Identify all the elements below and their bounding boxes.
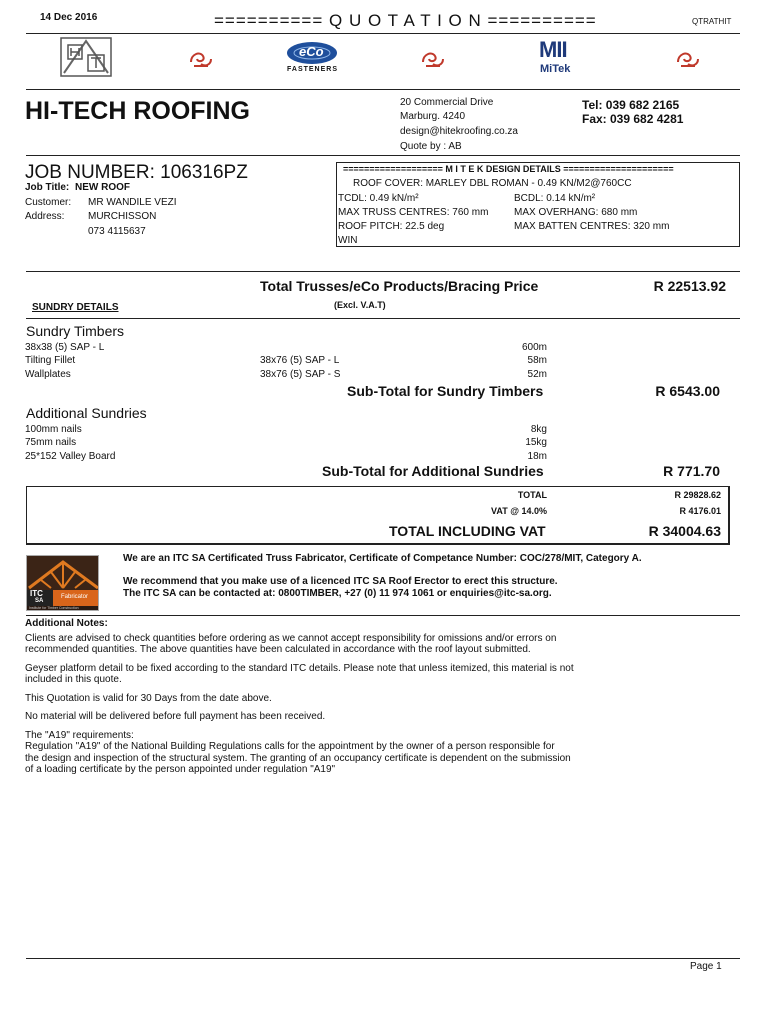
max-overhang: MAX OVERHANG: 680 mm bbox=[514, 207, 638, 218]
address-label: Address: bbox=[25, 211, 65, 222]
additional-sundries-heading: Additional Sundries bbox=[26, 405, 147, 421]
sundry-timbers-subtotal-label: Sub-Total for Sundry Timbers bbox=[347, 383, 544, 399]
list-item-qty: 52m bbox=[527, 369, 547, 380]
trusses-total-value: R 22513.92 bbox=[653, 278, 726, 294]
total-incl-vat-value: R 34004.63 bbox=[648, 523, 721, 539]
trusses-total-label: Total Trusses/eCo Products/Bracing Price bbox=[260, 278, 539, 294]
itc-logo-sa: SA bbox=[35, 598, 44, 604]
company-divider bbox=[26, 155, 740, 156]
fasteners-text: FASTENERS bbox=[287, 66, 339, 73]
additional-notes bbox=[25, 618, 574, 776]
document-code: QTRATHIT bbox=[692, 17, 732, 26]
note-a19-heading: The "A19" requirements: bbox=[25, 729, 134, 741]
tcdl: TCDL: 0.49 kN/m² bbox=[338, 193, 419, 204]
company-address-1: 20 Commercial Drive bbox=[400, 97, 494, 108]
total-label: TOTAL bbox=[517, 490, 547, 500]
mitek-design-box bbox=[336, 162, 740, 247]
note-quantities-2: recommended quantities. The above quantities have been calculated in accordance with the roof layout submitted. bbox=[25, 644, 531, 655]
list-item-name: Wallplates bbox=[25, 369, 71, 380]
max-batten-centres: MAX BATTEN CENTRES: 320 mm bbox=[514, 221, 670, 232]
itc-recommend-text: We recommend that you make use of a licenced ITC SA Roof Erector to erect this structure. bbox=[123, 576, 558, 587]
roof-pitch: ROOF PITCH: 22.5 deg bbox=[338, 221, 445, 232]
excl-vat-note: (Excl. V.A.T) bbox=[334, 300, 386, 310]
document-title: ========== Q U O T A T I O N ========== bbox=[214, 11, 597, 30]
list-item-name: 75mm nails bbox=[25, 437, 77, 448]
itc-certificate-text: We are an ITC SA Certificated Truss Fabricator, Certificate of Competance Number: COC/278/MIT, Category A. bbox=[123, 553, 642, 564]
mitek-mark: MII bbox=[539, 37, 567, 62]
itc-contact-text: The ITC SA can be contacted at: 0800TIMBER, +27 (0) 11 974 1061 or enquiries@itc-sa.org. bbox=[123, 588, 552, 599]
list-item-name: 25*152 Valley Board bbox=[25, 451, 116, 462]
eco-text: eCo bbox=[299, 44, 324, 59]
vat-value: R 4176.01 bbox=[679, 506, 721, 516]
additional-sundries-subtotal-value: R 771.70 bbox=[663, 463, 720, 479]
list-item-qty: 58m bbox=[527, 355, 547, 366]
note-geyser-2: included in this quote. bbox=[25, 674, 122, 685]
quote-date: 14 Dec 2016 bbox=[40, 12, 98, 23]
company-email: design@hitekroofing.co.za bbox=[400, 126, 518, 137]
list-item-spec: 38x76 (5) SAP - L bbox=[260, 355, 340, 366]
job-number: JOB NUMBER: 106316PZ bbox=[25, 162, 248, 183]
company-tel: Tel: 039 682 2165 bbox=[582, 98, 680, 112]
note-validity: This Quotation is valid for 30 Days from the date above. bbox=[25, 692, 272, 704]
job-title-label: Job Title: bbox=[25, 182, 70, 193]
swirl-logo-2 bbox=[420, 48, 446, 75]
design-header: =================== M I T E K DESIGN DETAILS ===================== bbox=[343, 164, 674, 174]
note-a19-1: Regulation "A19" of the National Building Regulations calls for the appointment by the owner of a person responsible for bbox=[25, 741, 555, 752]
bcdl: BCDL: 0.14 kN/m² bbox=[514, 193, 596, 204]
vat-label: VAT @ 14.0% bbox=[491, 506, 547, 516]
totals-box bbox=[26, 486, 730, 545]
swirl-logo-1 bbox=[188, 48, 214, 75]
page-number: Page 1 bbox=[690, 961, 722, 972]
mitek-text: MiTek bbox=[540, 63, 571, 75]
additional-sundries-subtotal-label: Sub-Total for Additional Sundries bbox=[322, 463, 544, 479]
note-a19-2: the design and inspection of the structural system. The granting of an occupancy certificate is dependent on the submission bbox=[25, 752, 571, 764]
list-item-qty: 15kg bbox=[525, 437, 547, 448]
list-item-qty: 600m bbox=[521, 342, 547, 353]
mitek-logo bbox=[537, 37, 589, 78]
note-quantities-1: Clients are advised to check quantities before ordering as we cannot accept responsibility for omissions and/or errors on bbox=[25, 632, 557, 644]
sundry-details-heading: SUNDRY DETAILS bbox=[32, 302, 119, 313]
total-incl-vat-label: TOTAL INCLUDING VAT bbox=[389, 523, 546, 539]
header-divider bbox=[26, 33, 740, 34]
total-value: R 29828.62 bbox=[674, 490, 721, 500]
list-item-name: Tilting Fillet bbox=[25, 355, 76, 366]
customer-value: MR WANDILE VEZI bbox=[88, 197, 177, 208]
note-payment: No material will be delivered before full payment has been received. bbox=[25, 711, 326, 722]
roof-cover: ROOF COVER: MARLEY DBL ROMAN - 0.49 KN/M2@760CC bbox=[353, 178, 632, 189]
wind-label: WIN bbox=[338, 235, 358, 246]
itc-sa-logo bbox=[26, 555, 99, 611]
design-divider bbox=[26, 271, 740, 272]
swirl-logo-3 bbox=[675, 48, 701, 75]
address-value-2: 073 4115637 bbox=[88, 226, 146, 237]
note-a19-3: of a loading certificate by the person appointed under regulation "A19" bbox=[25, 764, 336, 775]
itc-logo-fabricator: Fabricator bbox=[61, 594, 89, 600]
customer-label: Customer: bbox=[25, 197, 72, 208]
list-item-name: 100mm nails bbox=[25, 424, 82, 435]
company-fax: Fax: 039 682 4281 bbox=[582, 112, 684, 126]
note-geyser-1: Geyser platform detail to be fixed according to the standard ITC details. Please note that unless itemized, this material is not bbox=[25, 662, 574, 674]
list-item-spec: 38x76 (5) SAP - S bbox=[260, 369, 341, 380]
quote-by: Quote by : AB bbox=[400, 141, 462, 152]
itc-divider bbox=[26, 615, 740, 616]
eco-fasteners-logo bbox=[285, 40, 339, 76]
company-name: HI-TECH ROOFING bbox=[25, 97, 250, 125]
itc-logo-text: ITC bbox=[30, 589, 43, 598]
list-item-name: 38x38 (5) SAP - L bbox=[25, 342, 105, 353]
sundry-timbers-heading: Sundry Timbers bbox=[26, 323, 125, 339]
notes-heading: Additional Notes: bbox=[25, 618, 108, 629]
list-item-qty: 8kg bbox=[530, 424, 547, 435]
itc-logo-subtitle: Institute for Timber Construction bbox=[29, 606, 79, 610]
footer-divider bbox=[26, 958, 740, 959]
sundry-timbers-subtotal-value: R 6543.00 bbox=[655, 383, 720, 399]
company-address-2: Marburg. 4240 bbox=[400, 111, 466, 122]
address-value-1: MURCHISSON bbox=[88, 211, 157, 222]
sundry-divider bbox=[26, 318, 740, 319]
hitech-logo bbox=[60, 37, 112, 77]
job-title-value: NEW ROOF bbox=[75, 182, 130, 193]
list-item-qty: 18m bbox=[527, 451, 547, 462]
max-truss-centres: MAX TRUSS CENTRES: 760 mm bbox=[338, 207, 489, 218]
logo-divider bbox=[26, 89, 740, 90]
